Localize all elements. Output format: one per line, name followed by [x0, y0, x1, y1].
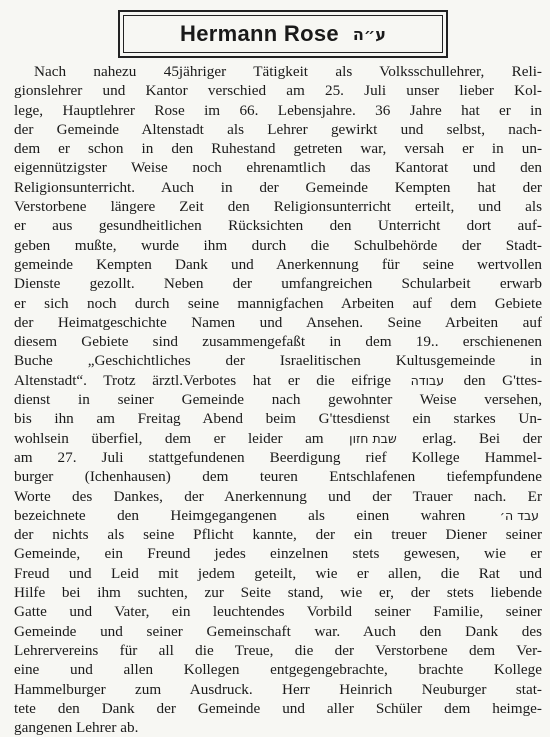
text-line: burger (Ichenhausen) dem teuren Entschlafenen tiefempfundene: [14, 468, 542, 486]
text-line: dem er schon in den Ruhestand getreten war, versah er in un-: [14, 140, 542, 158]
text-line: Lehrervereins für all die Treue, die der Verstorbene dem Ver-: [14, 641, 542, 659]
line-text: Altenstadt“. Trotz ärztl.Verbotes hat er die eifrige: [14, 371, 392, 389]
text-line: gionslehrer und Kantor verschied am 25. Juli unser lieber Kol-: [14, 82, 542, 100]
text-line: dienst in seiner Gemeinde nach gewohnter Weise versehen,: [14, 391, 542, 409]
hebrew-word: עבד ה׳: [499, 507, 540, 523]
text-line: Gemeinde und seiner Gemeinschaft war. Auch den Dank des: [14, 622, 542, 640]
text-line: Religionsunterricht. Auch in der Gemeinde Kempten hat der: [14, 178, 542, 196]
hebrew-word: שבת חזון: [349, 430, 397, 446]
text-line: Buche „Geschichtliches der Israelitischen Kultusgemeinde in: [14, 352, 542, 370]
text-line: Hammelburger zum Ausdruck. Herr Heinrich Neuburger stat-: [14, 680, 542, 698]
obituary-text: [14, 62, 542, 737]
text-line: geben mußte, wurde ihm durch die Schulbehörde der Stadt-: [14, 236, 542, 254]
text-line: am 27. Juli stattgefundenen Beerdigung rief Kollege Hammel-: [14, 448, 542, 466]
text-line: Freud und Leid mit jedem geteilt, wie er allen, die Rat und: [14, 564, 542, 582]
text-line: Verstorbene längere Zeit den Religionsunterricht erteilt, und als: [14, 198, 542, 216]
text-line: [14, 429, 542, 448]
obituary-title: Hermann Rose: [180, 21, 339, 46]
text-line: eigennützigster Weise noch ehrenamtlich das Kantorat und den: [14, 159, 542, 177]
text-line: Hilfe bei ihm suchten, zur Seite stand, wie er, der stets liebende: [14, 584, 542, 602]
text-line: Dienste gezollt. Neben der umfangreichen Schularbeit erwarb: [14, 275, 542, 293]
text-line: gemeinde Kempten Dank und Anerkennung für seine wertvollen: [14, 255, 542, 273]
hebrew-abbreviation: ע״ה: [352, 24, 386, 44]
text-line: tete den Dank der Gemeinde und aller Schüler dem heimge-: [14, 699, 542, 717]
text-line: eine und allen Kollegen entgegengebrachte, brachte Kollege: [14, 661, 542, 679]
text-line: diesem Gebiete sind zusammengefaßt in dem 19.. erschienenen: [14, 333, 542, 351]
line-text: den G'ttes-: [463, 371, 542, 389]
title-inner-frame: [123, 15, 443, 53]
text-line: lege, Hauptlehrer Rose im 66. Lebensjahre. 36 Jahre hat er in: [14, 101, 542, 119]
text-line: Gemeinde, ein Freund jedes einzelnen stets gewesen, wie er: [14, 545, 542, 563]
text-line: [14, 371, 542, 390]
text-line: bis ihn am Freitag Abend beim G'ttesdienst ein starkes Un-: [14, 410, 542, 428]
text-line: er aus gesundheitlichen Rücksichten den Unterricht dort auf-: [14, 217, 542, 235]
text-line: der Gemeinde Altenstadt als Lehrer gewirkt und selbst, nach-: [14, 120, 542, 138]
hebrew-word: עבודה: [410, 372, 445, 388]
text-line: der Heimatgeschichte Namen und Ansehen. Seine Arbeiten auf: [14, 313, 542, 331]
text-line: er sich noch durch seine mannigfachen Arbeiten auf dem Gebiete: [14, 294, 542, 312]
title-frame: [118, 10, 448, 58]
text-line: Gatte und Vater, ein leuchtendes Vorbild seiner Familie, seiner: [14, 603, 542, 621]
text-line: Worte des Dankes, der Anerkennung und der Trauer nach. Er: [14, 487, 542, 505]
line-text: bezeichnete den Heimgegangenen als einen wahren: [14, 506, 466, 524]
text-line: der nichts als seine Pflicht kannte, der ein treuer Diener seiner: [14, 526, 542, 544]
line-text: wohlsein überfiel, dem er leider am: [14, 429, 324, 447]
line-text: erlag. Bei der: [422, 429, 542, 447]
text-line: gangenen Lehrer ab.: [14, 719, 139, 737]
text-line: Nach nahezu 45jähriger Tätigkeit als Volksschullehrer, Reli-: [34, 63, 542, 80]
text-line: [14, 506, 542, 525]
